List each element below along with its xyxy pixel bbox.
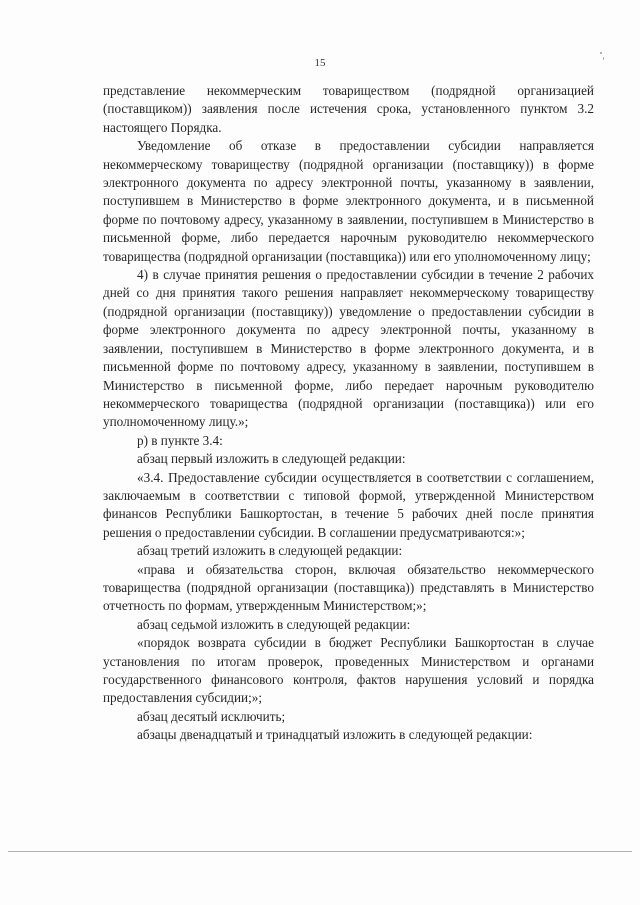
paragraph-item-4: 4) в случае принятия решения о предоставлении субсидии в течение 2 рабочих дней со дня принятия такого решения направляет некоммерческому товариществу (подрядной организации (поставщику)) уведомление о предоставлении субсидии в форме электронного документа по адресу электронной почты, указанному в заявлении, поступившем в Министерство в форме электронного документа, и в письменной форме по почтовому адресу, указанному в заявлении, поступившем в Министерство в письменной форме, либо передает нарочным руководителю некоммерческого товарищества (подрядной организации (поставщика)) или его уполномоченному лицу.»;	[103, 267, 594, 430]
paragraph-twelfth-thirteenth: абзацы двенадцатый и тринадцатый изложить в следующей редакции:	[137, 727, 533, 743]
paragraph-tenth-abzac: абзац десятый исключить;	[137, 708, 286, 724]
document-body	[103, 82, 594, 745]
paragraph-third-abzac: абзац третий изложить в следующей редакции:	[137, 543, 403, 559]
paragraph-rights: «права и обязательства сторон, включая обязательство некоммерческого товарищества (подрядной организации (поставщика)) представлять в Министерство отчетность по формам, утвержденным Министерством;»;	[103, 561, 594, 614]
paragraph-point-r: р) в пункте 3.4:	[137, 432, 223, 448]
paragraph-refusal-notice: Уведомление об отказе в предоставлении субсидии направляется некоммерческому товариществу (подрядной организации (поставщику)) в форме электронного документа по адресу электронной почты, указанному в заявлении, поступившем в Министерство в форме электронного документа, и в письменной форме по почтовому адресу, указанному в заявлении, поступившем в Министерство в письменной форме, либо передается нарочным руководителю некоммерческого товарищества (подрядной организации (поставщика)) или его уполномоченному лицу;	[103, 138, 594, 264]
paragraph-return-order: «порядок возврата субсидии в бюджет Республики Башкортостан в случае установления по итогам проверок, проведенных Министерством и органами государственного финансового контроля, фактов нарушения условий и порядка предоставления субсидии;»;	[103, 635, 594, 706]
page-number: 15	[314, 57, 326, 69]
scan-speck	[603, 57, 604, 60]
paragraph-continuation: представление некоммерческим товариществом (подрядной организацией (поставщиком)) заявления после истечения срока, установленного пунктом 3.2 настоящего Порядка.	[103, 83, 594, 135]
scan-edge-line	[8, 851, 632, 852]
paragraph-seventh-abzac: абзац седьмой изложить в следующей редакции:	[137, 616, 411, 632]
paragraph-3-4: «3.4. Предоставление субсидии осуществляется в соответствии с соглашением, заключаемым в соответствии с типовой формой, утвержденной Министерством финансов Республики Башкортостан, в течение 5 рабочих дней после принятия решения о предоставлении субсидии. В соглашении предусматриваются:»;	[103, 469, 594, 540]
scan-speck	[600, 52, 602, 54]
paragraph-first-abzac: абзац первый изложить в следующей редакции:	[137, 451, 406, 467]
